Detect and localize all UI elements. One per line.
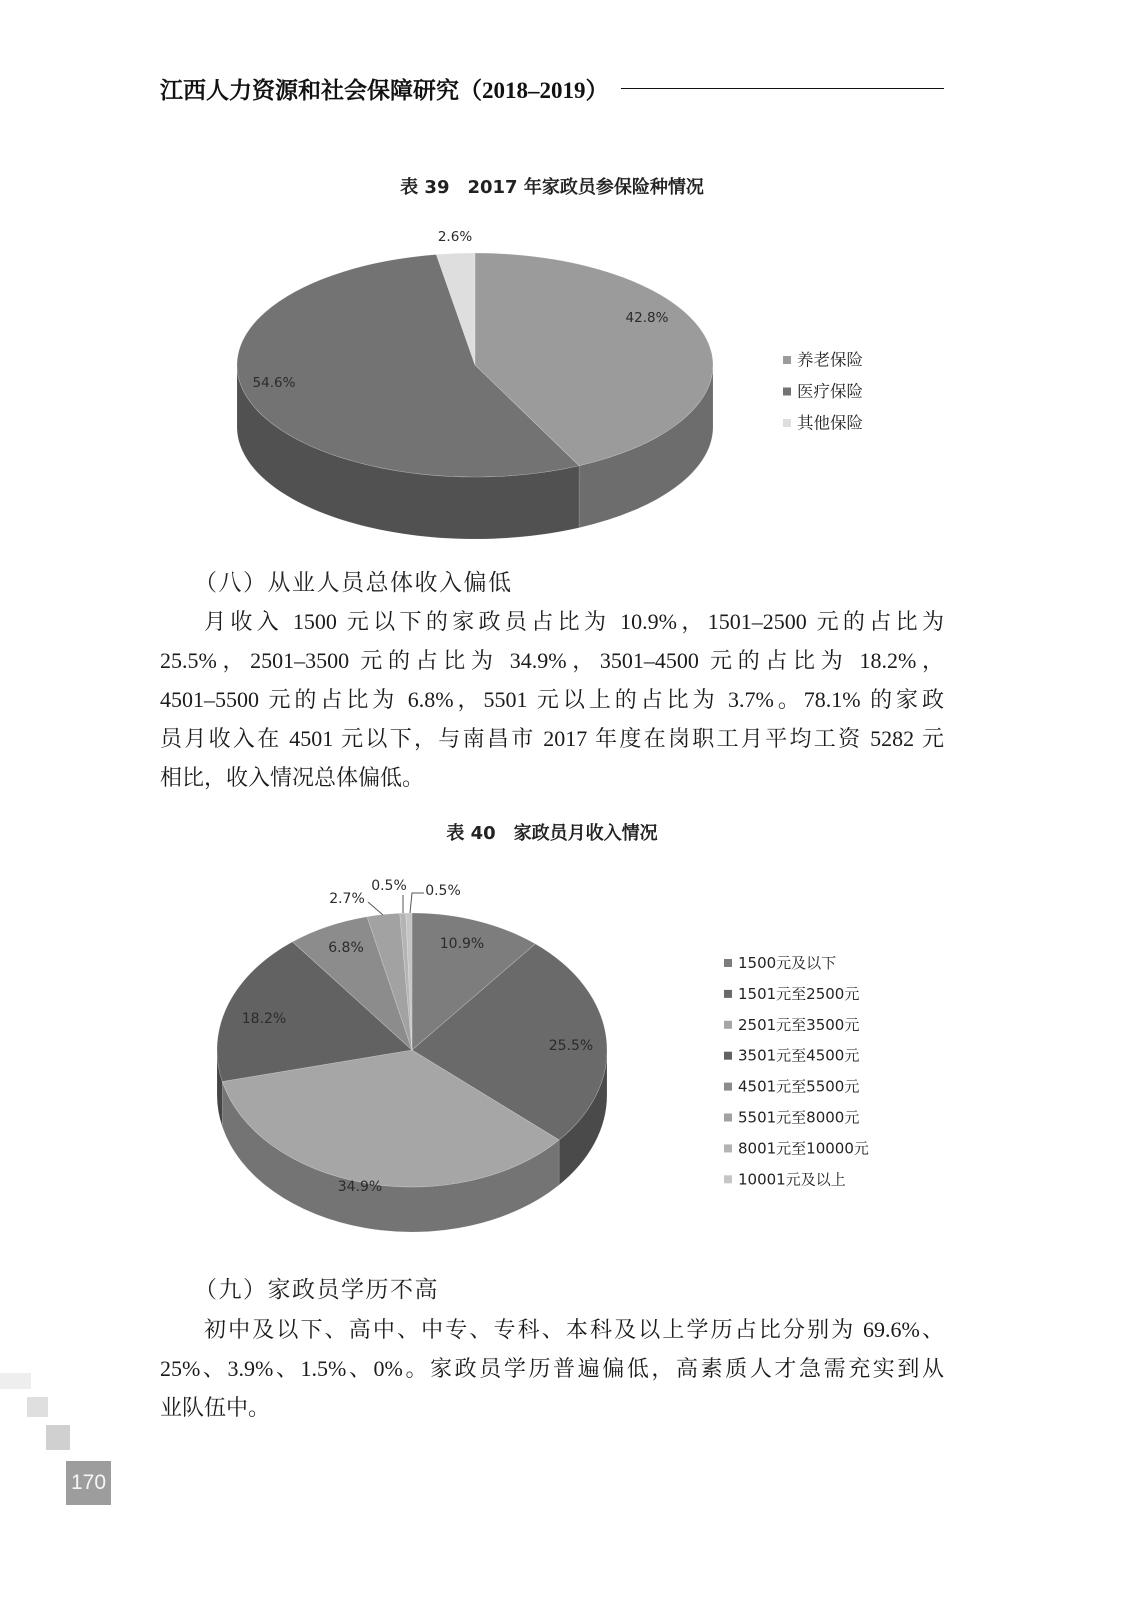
header-rule [621,88,945,89]
legend-item [724,985,859,1003]
paragraph-line: 员月收入在 4501 元以下，与南昌市 2017 年度在岗职工月平均工资 5282 元 [160,726,944,751]
legend-label: 4501元至5500元 [738,1077,860,1096]
legend-swatch [783,388,791,396]
data-label: 54.6% [252,375,296,391]
data-label: 42.8% [625,310,669,326]
paragraph-line: 初中及以下、高中、中专、专科、本科及以上学历占比分别为 69.6%、 [204,1317,944,1342]
page-number: 170 [66,1461,111,1505]
chart-title: 表 39 2017 年家政员参保险种情况 [400,177,704,198]
decorative-block [27,1397,48,1417]
paragraph-line: 相比，收入情况总体偏低。 [160,765,425,790]
legend-item [724,1170,846,1188]
legend-item [783,382,863,401]
legend-swatch [724,1021,732,1029]
legend-item [724,1139,869,1157]
section-heading: （九）家政员学历不高 [194,1277,439,1303]
legend [724,954,869,1188]
legend-label: 3501元至4500元 [738,1046,860,1065]
legend-label: 养老保险 [797,350,863,370]
legend [783,351,863,433]
legend-label: 5501元至8000元 [738,1108,860,1127]
legend-label: 1501元至2500元 [738,984,860,1003]
data-label: 18.2% [241,1011,287,1027]
leader-line [368,902,383,915]
data-label: 10.9% [439,936,485,952]
legend-item [783,351,863,370]
decorative-block [0,1373,31,1389]
data-label: 6.8% [328,940,364,956]
legend-label: 2501元至3500元 [738,1015,860,1034]
data-label: 0.5% [371,878,407,894]
data-label: 2.7% [329,891,365,907]
legend-item [783,414,863,433]
section-heading: （八）从业人员总体收入偏低 [194,570,513,596]
legend-swatch [724,959,732,967]
decorative-block [46,1425,70,1450]
leader-line [410,893,424,913]
book-title: 江西人力资源和社会保障研究（2018–2019） [160,77,609,103]
legend-label: 10001元及以上 [738,1170,846,1189]
legend-swatch [724,1144,732,1152]
paragraph [160,602,944,797]
legend-label: 1500元及以下 [738,954,837,972]
data-label: 0.5% [425,883,461,899]
data-label: 34.9% [337,1179,383,1195]
legend-label: 其他保险 [797,413,863,433]
legend-swatch [724,990,732,998]
paragraph [160,1310,944,1427]
legend-swatch [724,1083,732,1091]
income-pie-chart [0,870,1124,1250]
legend-item [724,1078,859,1096]
legend-label: 医疗保险 [797,382,863,401]
legend-swatch [724,1175,732,1183]
legend-label: 8001元至10000元 [738,1139,869,1158]
legend-swatch [783,419,791,427]
legend-swatch [783,356,791,364]
data-label: 25.5% [548,1038,594,1054]
legend-item [724,1047,859,1065]
legend-item [724,954,836,972]
legend-swatch [724,1114,732,1122]
data-label: 2.6% [437,229,473,245]
legend-swatch [724,1052,732,1060]
insurance-pie-chart [0,220,1124,550]
legend-item [724,1109,859,1127]
paragraph-line: 业队伍中。 [160,1395,271,1420]
paragraph-line: 25.5%，2501–3500 元的占比为 34.9%，3501–4500 元的占比为 18.2%， [160,648,944,673]
running-header [160,73,944,103]
chart-title: 表 40 家政员月收入情况 [446,823,658,844]
paragraph-line: 25%、3.9%、1.5%、0%。家政员学历普遍偏低，高素质人才急需充实到从 [160,1356,944,1381]
legend-item [724,1016,859,1034]
paragraph-line: 4501–5500 元的占比为 6.8%，5501 元以上的占比为 3.7%。78.1% 的家政 [160,687,944,712]
paragraph-line: 月收入 1500 元以下的家政员占比为 10.9%，1501–2500 元的占比为 [204,609,944,634]
